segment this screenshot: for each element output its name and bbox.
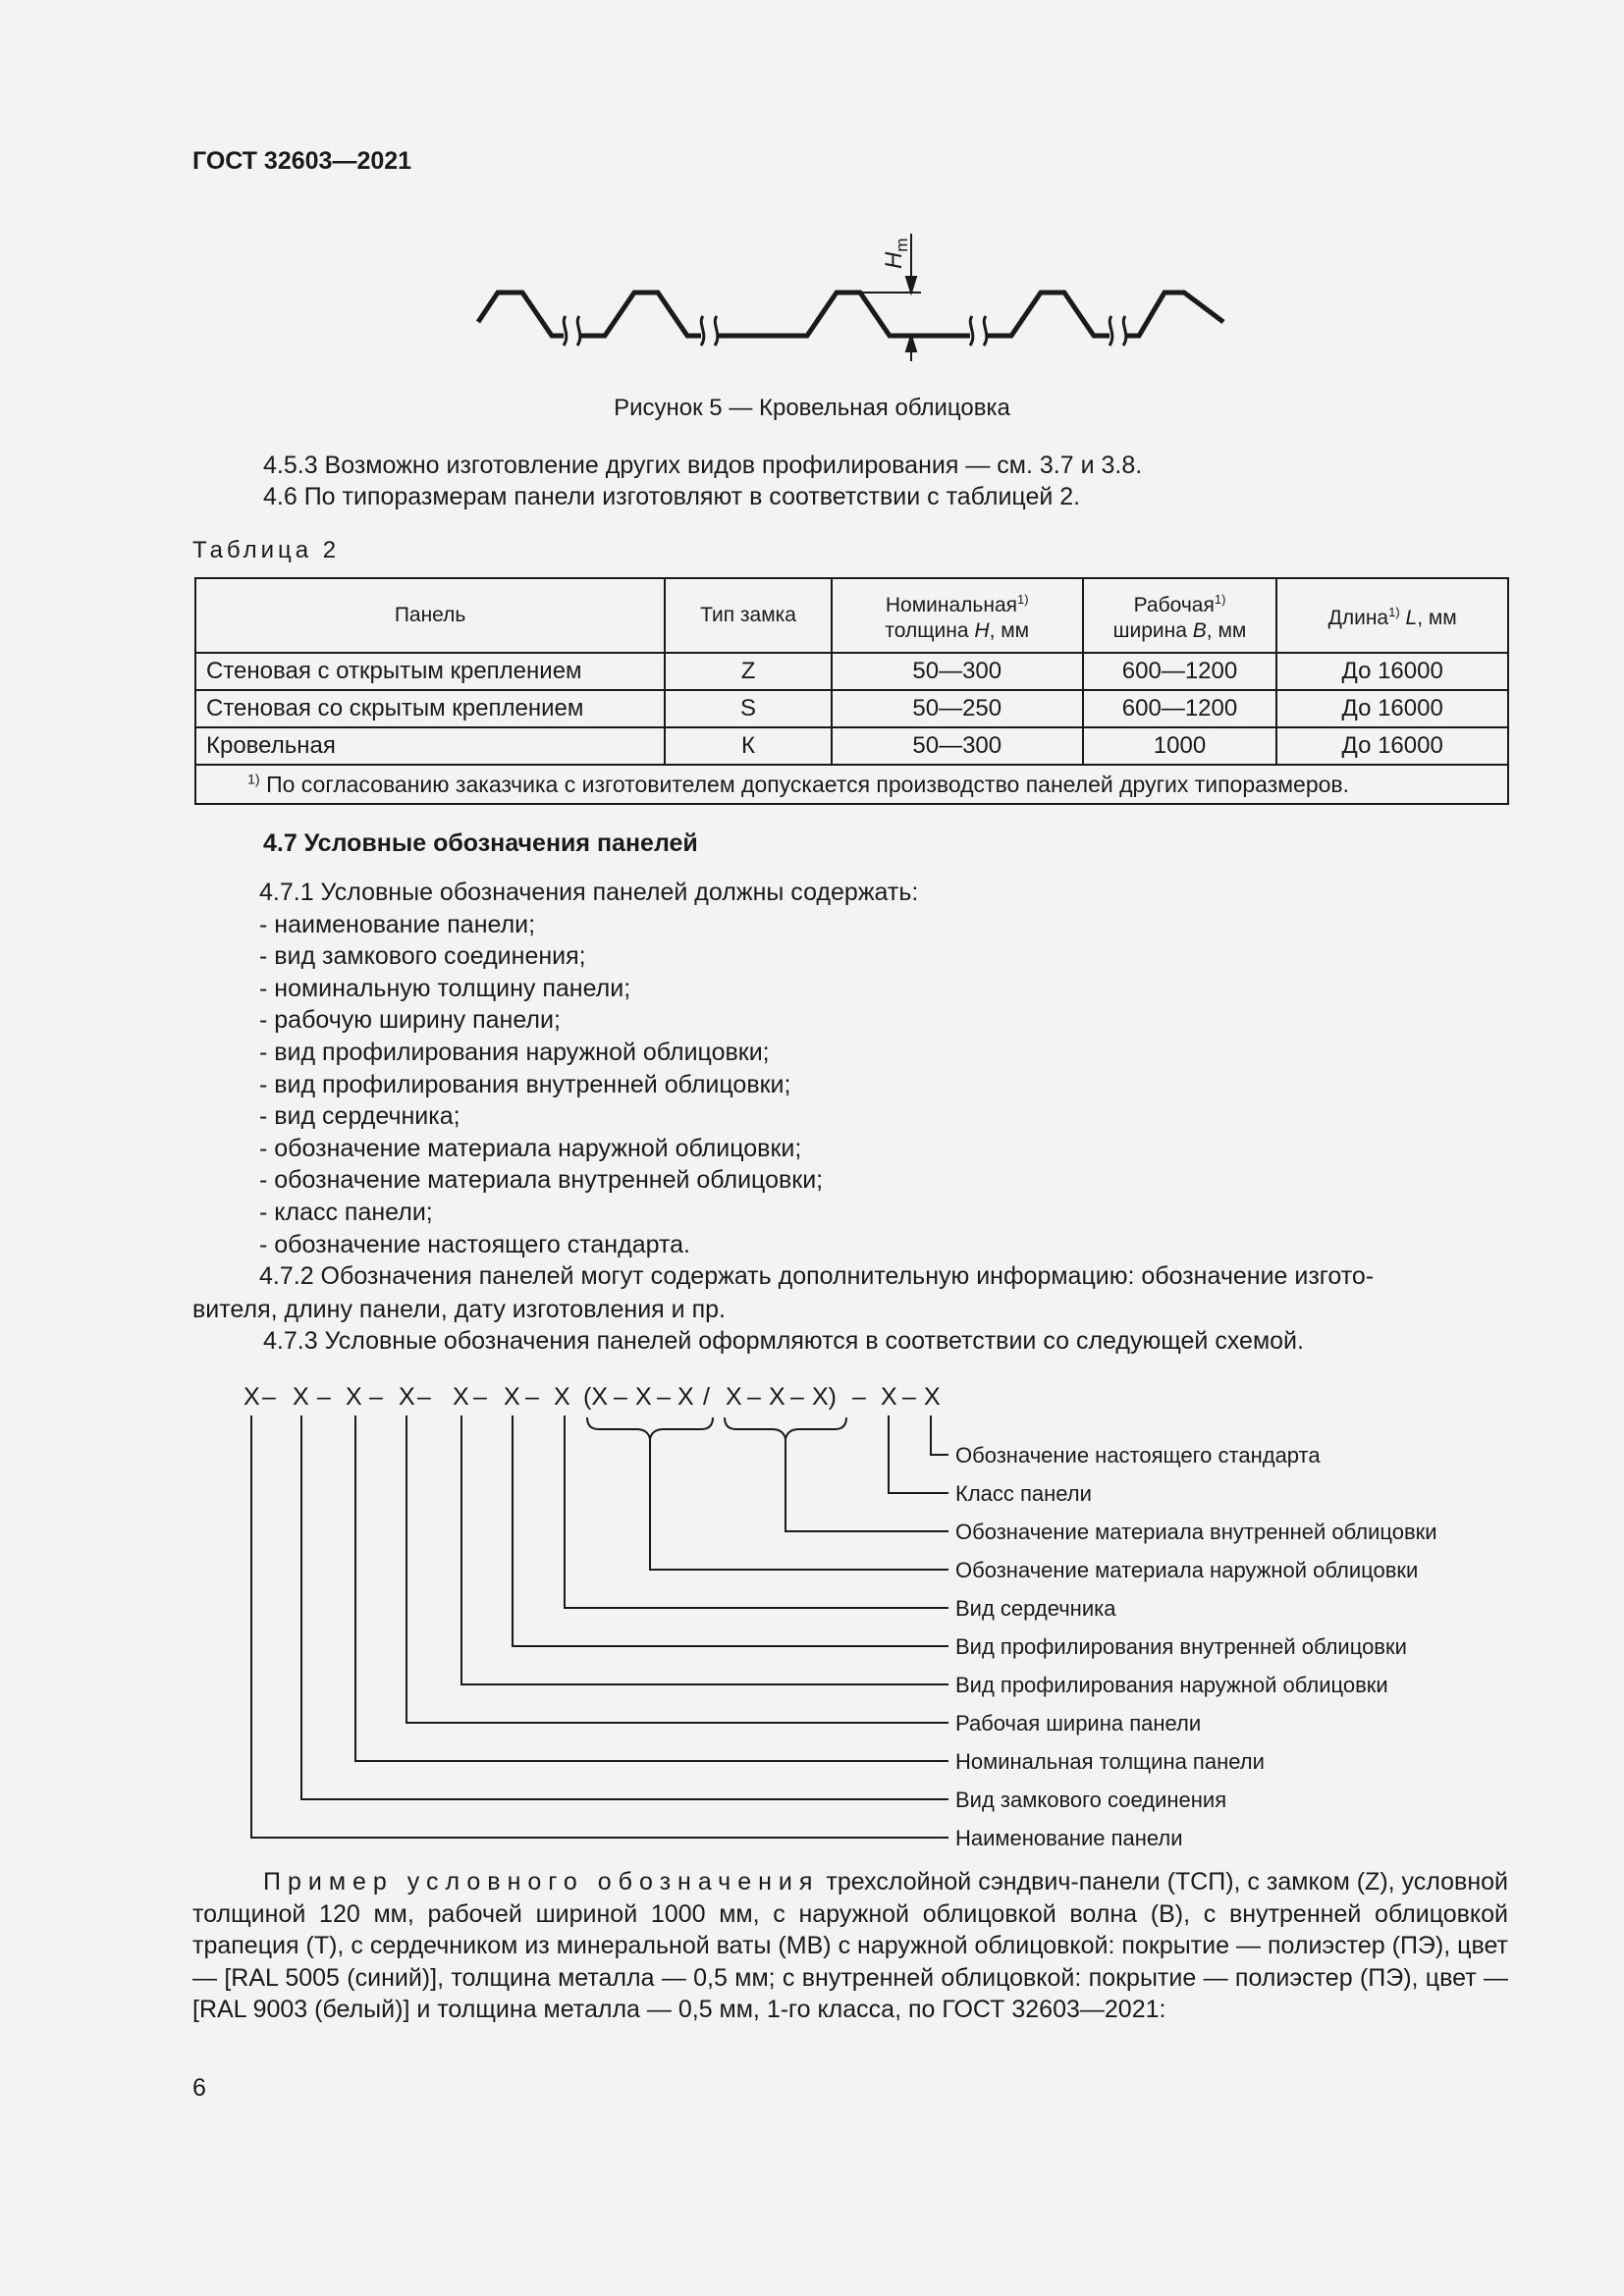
scheme-label: Наименование панели bbox=[955, 1826, 1183, 1850]
header-thickness: Номинальная$^{1)}$ толщина H, мм bbox=[832, 578, 1083, 653]
formula-symbol: X bbox=[881, 1383, 897, 1411]
cell-thickness: 50—300 bbox=[832, 653, 1083, 690]
formula-symbol: – bbox=[614, 1383, 627, 1411]
formula-symbol: – bbox=[317, 1383, 331, 1411]
list-item: - вид профилирования внутренней облицовки; bbox=[259, 1070, 791, 1098]
list-item: - обозначение настоящего стандарта. bbox=[259, 1230, 690, 1258]
formula-symbol: – bbox=[852, 1383, 866, 1411]
list-item: - наименование панели; bbox=[259, 910, 536, 938]
cell-length: До 16000 bbox=[1276, 690, 1508, 727]
formula-symbol: X bbox=[504, 1383, 520, 1411]
formula-symbol: X bbox=[453, 1383, 469, 1411]
formula-symbol: X bbox=[346, 1383, 362, 1411]
formula-symbol: – bbox=[262, 1383, 276, 1411]
section-heading: 4.7 Условные обозначения панелей bbox=[263, 829, 698, 857]
cell-length: До 16000 bbox=[1276, 653, 1508, 690]
leader-line bbox=[785, 1439, 948, 1531]
paragraph-4-6: 4.6 По типоразмерам панели изготовляют в соответствии с таблицей 2. bbox=[263, 483, 1081, 510]
header-panel: Панель bbox=[195, 578, 665, 653]
formula-symbol: X) bbox=[812, 1383, 837, 1411]
formula-symbol: X bbox=[769, 1383, 785, 1411]
list-item: - обозначение материала наружной облицовки; bbox=[259, 1134, 802, 1162]
cell-width: 600—1200 bbox=[1083, 690, 1277, 727]
brace bbox=[725, 1417, 846, 1439]
formula-symbol: X bbox=[399, 1383, 415, 1411]
scheme-label: Вид замкового соединения bbox=[955, 1788, 1227, 1812]
formula-symbol: – bbox=[417, 1383, 431, 1411]
formula-symbol: X bbox=[244, 1383, 260, 1411]
cell-thickness: 50—300 bbox=[832, 727, 1083, 765]
formula-symbol: – bbox=[747, 1383, 761, 1411]
formula-symbol: – bbox=[790, 1383, 804, 1411]
formula-symbol: – bbox=[657, 1383, 671, 1411]
list-item: - обозначение материала внутренней облицовки; bbox=[259, 1166, 824, 1195]
list-item: - класс панели; bbox=[259, 1198, 433, 1226]
cell-thickness: 50—250 bbox=[832, 690, 1083, 727]
formula-symbol: X bbox=[635, 1383, 652, 1411]
example-lead: Пример условного обозначения bbox=[263, 1868, 820, 1896]
scheme-leaders bbox=[251, 1415, 948, 1838]
scheme-label: Рабочая ширина панели bbox=[955, 1711, 1202, 1735]
list-item: - вид замкового соединения; bbox=[259, 942, 586, 971]
paragraph-4-7-2-line2: вителя, длину панели, дату изготовления и пр. bbox=[192, 1296, 726, 1323]
scheme-label: Класс панели bbox=[955, 1481, 1092, 1506]
cell-width: 1000 bbox=[1083, 727, 1277, 765]
scheme-label: Вид сердечника bbox=[955, 1596, 1116, 1621]
list-item: - рабочую ширину панели; bbox=[259, 1006, 561, 1035]
leader-line bbox=[355, 1415, 948, 1761]
example-text: трехслойной сэндвич-панели (ТСП), с замком (Z), условной толщиной 120 мм, рабочей шириной 1000 мм, с наружной облицовкой волна (B), с внутренней облицовкой трапеция (Т), с сердечником из минеральной ваты (МВ) с наружной облицовкой: покрытие — полиэстер (ПЭ), цвет — [RAL 5005 (синий)], толщина металла — 0,5 мм; с внутренней облицовкой: покрытие — полиэстер (ПЭ), цвет — [RAL 9003 (белый)] и толщина металла — 0,5 мм, 1-го класса, по ГОСТ 32603—2021: bbox=[192, 1868, 1508, 2023]
scheme-label: Обозначение настоящего стандарта bbox=[955, 1443, 1321, 1468]
table-footnote: $^{1)}$ По согласованию заказчика с изготовителем допускается производство панелей других типоразмеров. bbox=[195, 765, 1508, 804]
paragraph-4-7-1: 4.7.1 Условные обозначения панелей должны содержать: bbox=[259, 879, 919, 906]
header-width: Рабочая$^{1)}$ ширина B, мм bbox=[1083, 578, 1277, 653]
formula-symbol: X bbox=[677, 1383, 694, 1411]
paragraph-4-7-3: 4.7.3 Условные обозначения панелей оформляются в соответствии со следующей схемой. bbox=[263, 1327, 1304, 1355]
cell-panel: Стеновая со скрытым креплением bbox=[195, 690, 665, 727]
leader-line bbox=[650, 1439, 948, 1570]
leader-line bbox=[931, 1415, 948, 1455]
formula-symbol: – bbox=[525, 1383, 539, 1411]
formula-symbol: – bbox=[369, 1383, 383, 1411]
leader-line bbox=[461, 1415, 948, 1684]
cell-panel: Стеновая с открытым креплением bbox=[195, 653, 665, 690]
scheme-label: Вид профилирования внутренней облицовки bbox=[955, 1634, 1407, 1659]
scheme-label: Номинальная толщина панели bbox=[955, 1749, 1265, 1774]
figure-caption: Рисунок 5 — Кровельная облицовка bbox=[614, 395, 1010, 421]
list-item: - вид профилирования наружной облицовки; bbox=[259, 1038, 770, 1066]
header-length: Длина$^{1)}$ L, мм bbox=[1276, 578, 1508, 653]
brace bbox=[587, 1417, 713, 1439]
paragraph-4-7-2-line1: 4.7.2 Обозначения панелей могут содержать дополнительную информацию: обозначение изгото- bbox=[259, 1262, 1375, 1291]
header-lock-type: Тип замка bbox=[665, 578, 832, 653]
scheme-label: Обозначение материала внутренней облицовки bbox=[955, 1520, 1437, 1544]
cell-length: До 16000 bbox=[1276, 727, 1508, 765]
list-item: - вид сердечника; bbox=[259, 1102, 460, 1131]
formula-symbol: X bbox=[554, 1383, 570, 1411]
cell-lock: S bbox=[665, 690, 832, 727]
formula-symbol: – bbox=[902, 1383, 916, 1411]
leader-line bbox=[565, 1415, 948, 1608]
page-number: 6 bbox=[192, 2074, 206, 2102]
list-item: - номинальную толщину панели; bbox=[259, 974, 631, 1002]
cell-width: 600—1200 bbox=[1083, 653, 1277, 690]
cell-panel: Кровельная bbox=[195, 727, 665, 765]
cell-lock: Z bbox=[665, 653, 832, 690]
paragraph-4-5-3: 4.5.3 Возможно изготовление других видов профилирования — см. 3.7 и 3.8. bbox=[263, 452, 1143, 479]
cell-lock: К bbox=[665, 727, 832, 765]
formula-symbol: (X bbox=[583, 1383, 608, 1411]
scheme-formula bbox=[244, 1383, 941, 1411]
formula-symbol: – bbox=[473, 1383, 487, 1411]
dimension-label: $H_m$ bbox=[881, 238, 911, 269]
formula-symbol: / bbox=[703, 1383, 710, 1411]
scheme-label: Обозначение материала наружной облицовки bbox=[955, 1558, 1419, 1582]
example-paragraph bbox=[192, 1866, 1508, 2026]
formula-symbol: X bbox=[293, 1383, 309, 1411]
scheme-labels bbox=[955, 1443, 1437, 1850]
table-title: Таблица 2 bbox=[192, 537, 341, 563]
document-header: ГОСТ 32603—2021 bbox=[192, 147, 412, 175]
scheme-label: Вид профилирования наружной облицовки bbox=[955, 1673, 1388, 1697]
formula-symbol: X bbox=[924, 1383, 941, 1411]
formula-symbol: X bbox=[726, 1383, 742, 1411]
